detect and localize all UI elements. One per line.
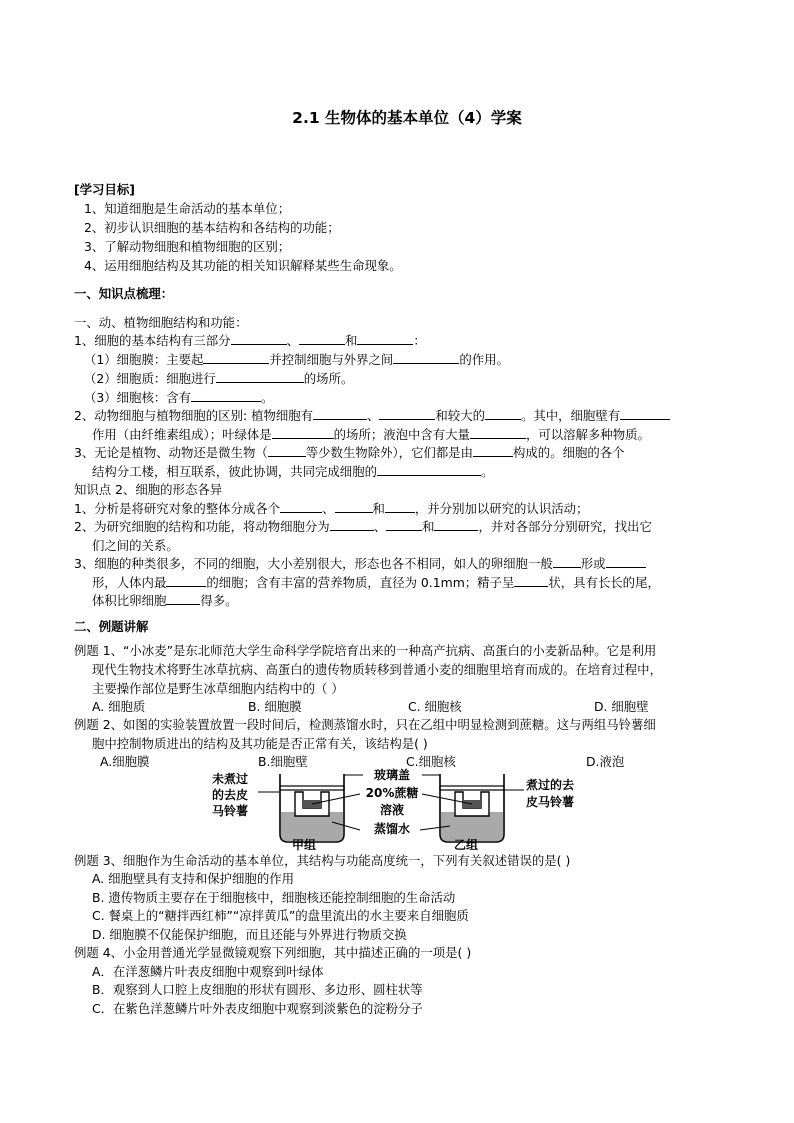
- knowledge-line: （2）细胞质：细胞进行 的场所。: [84, 371, 354, 386]
- knowledge-line: 们之间的关系。: [92, 538, 179, 553]
- knowledge-point-1: 一、动、植物细胞结构和功能：: [74, 315, 248, 330]
- question-4: 例题 4、小金用普通光学显微镜观察下列细胞，其中描述正确的一项是( ): [74, 945, 472, 960]
- answer-blank[interactable]: [606, 554, 646, 568]
- answer-blank[interactable]: [470, 425, 526, 439]
- answer-blank[interactable]: [299, 331, 345, 345]
- answer-blank[interactable]: [272, 425, 334, 439]
- option-c[interactable]: C. 细胞核: [408, 699, 462, 714]
- knowledge-line: 2、动物细胞与植物细胞的区别: 植物细胞有 、 和较大的 。其中，细胞壁有: [74, 406, 734, 425]
- goal-item: 3、了解动物细胞和植物细胞的区别；: [84, 239, 291, 254]
- glass-lid: [440, 786, 504, 790]
- option-b[interactable]: B.细胞壁: [258, 754, 308, 769]
- glass-lid: [280, 786, 344, 790]
- knowledge-line: 3、无论是植物、动物还是微生物（ 等少数生物除外），它们都是由 构成的。细胞的各个: [74, 445, 625, 460]
- answer-blank[interactable]: [335, 499, 373, 513]
- question-2: 例题 2、如图的实验装置放置一段时间后，检测蒸馏水时，只在乙组中明显检测到蔗糖。这与两组马铃薯细: [74, 717, 656, 732]
- figure-label-right: 煮过的去: [526, 778, 575, 792]
- knowledge-line: 作用（由纤维素组成）；叶绿体是 的场所；液泡中含有大量 ，可以溶解多种物质。: [92, 427, 650, 442]
- knowledge-line: 体积比卵细胞 得多。: [92, 593, 238, 608]
- question-3-option-d[interactable]: D. 细胞膜不仅能保护细胞，而且还能与外界进行物质交换: [92, 927, 407, 942]
- question-4-option-b[interactable]: B．观察到人口腔上皮细胞的形状有圆形、多边形、圆柱状等: [92, 982, 423, 997]
- answer-blank[interactable]: [434, 517, 478, 531]
- question-3-option-b[interactable]: B. 遗传物质主要存在于细胞核中，细胞核还能控制细胞的生命活动: [92, 890, 456, 905]
- question-4-option-a[interactable]: A．在洋葱鳞片叶表皮细胞中观察到叶绿体: [92, 964, 324, 979]
- answer-blank[interactable]: [166, 573, 206, 587]
- option-d[interactable]: D.液泡: [586, 754, 625, 769]
- goals-heading: [学习目标]: [74, 182, 135, 197]
- group-b-label: 乙组: [454, 838, 479, 852]
- answer-blank[interactable]: [385, 499, 415, 513]
- answer-blank[interactable]: [553, 554, 581, 568]
- label-sucrose: 20%蔗糖: [365, 786, 419, 800]
- answer-blank[interactable]: [166, 591, 200, 605]
- option-c[interactable]: C.细胞核: [406, 754, 456, 769]
- figure-label-left: 未煮过: [212, 772, 249, 786]
- answer-blank[interactable]: [377, 462, 481, 476]
- label-solution: 溶液: [379, 803, 405, 817]
- answer-blank[interactable]: [473, 443, 513, 457]
- answer-blank[interactable]: [379, 406, 435, 420]
- answer-blank[interactable]: [231, 331, 287, 345]
- knowledge-line: 3、细胞的种类很多，不同的细胞，大小差别很大，形态也各不相同，如人的卵细胞一般 形或: [74, 554, 734, 573]
- goal-item: 4、运用细胞结构及其功能的相关知识解释某些生命现象。: [84, 258, 402, 273]
- question-3-option-c[interactable]: C. 餐桌上的“糖拌西红柿”“凉拌黄瓜”的盘里流出的水主要来自细胞质: [92, 908, 469, 923]
- label-distilled-water: 蒸馏水: [373, 822, 411, 836]
- answer-blank[interactable]: [280, 499, 322, 513]
- question-1: 例题 1、“小冰麦”是东北师范大学生命科学学院培育出来的一种高产抗病、高蛋白的小麦新品种。它是利用: [74, 643, 657, 658]
- answer-blank[interactable]: [386, 517, 422, 531]
- knowledge-line: （1）细胞膜：主要起 并控制细胞与外界之间 的作用。: [84, 352, 509, 367]
- answer-blank[interactable]: [313, 406, 367, 420]
- question-1-line: 现代生物技术将野生冰草抗病、高蛋白的遗传物质转移到普通小麦的细胞里培育而成的。在培育过程中，: [92, 662, 662, 677]
- section-heading-examples: 二、例题讲解: [74, 619, 149, 634]
- knowledge-line: 1、分析是将研究对象的整体分成各个 、 和 ，并分别加以研究的认识活动；: [74, 501, 589, 516]
- answer-blank[interactable]: [330, 517, 374, 531]
- figure-label-right: 皮马铃薯: [526, 795, 575, 809]
- answer-blank[interactable]: [268, 443, 306, 457]
- knowledge-point-2: 知识点 2、细胞的形态各异: [74, 482, 223, 497]
- option-d[interactable]: D. 细胞壁: [594, 699, 649, 714]
- question-3: 例题 3、细胞作为生命活动的基本单位，其结构与功能高度统一，下列有关叙述错误的是( ): [74, 853, 571, 868]
- experiment-figure: [200, 766, 640, 856]
- option-b[interactable]: B. 细胞膜: [248, 699, 302, 714]
- figure-label-left: 马铃薯: [212, 804, 249, 818]
- answer-blank[interactable]: [357, 331, 413, 345]
- answer-blank[interactable]: [203, 350, 269, 364]
- knowledge-line: （3）细胞核：含有 。: [84, 390, 274, 405]
- option-a[interactable]: A.细胞膜: [100, 754, 150, 769]
- knowledge-line: 形，人体内最 的细胞；含有丰富的营养物质，直径为 0.1mm；精子呈 状，具有长长的尾，: [92, 575, 660, 590]
- question-4-option-c[interactable]: C．在紫色洋葱鳞片叶外表皮细胞中观察到淡紫色的淀粉分子: [92, 1001, 423, 1016]
- group-a-label: 甲组: [292, 838, 317, 852]
- label-glass-lid: 玻璃盖: [373, 768, 411, 782]
- question-2-line: 胞中控制物质进出的结构及其功能是否正常有关，该结构是( ): [92, 736, 428, 751]
- answer-blank[interactable]: [620, 406, 670, 420]
- answer-blank[interactable]: [485, 406, 521, 420]
- knowledge-line: 结构分工楼，相互联系，彼此协调，共同完成细胞的 。: [92, 464, 494, 479]
- question-3-option-a[interactable]: A. 细胞壁具有支持和保护细胞的作用: [92, 871, 294, 886]
- answer-blank[interactable]: [393, 350, 459, 364]
- knowledge-line: 1、细胞的基本结构有三部分 、 和 ：: [74, 333, 426, 348]
- goal-item: 1、知道细胞是生命活动的基本单位；: [84, 201, 291, 216]
- figure-label-left: 的去皮: [212, 788, 249, 802]
- answer-blank[interactable]: [216, 369, 304, 383]
- section-heading-knowledge: 一、知识点梳理：: [74, 286, 174, 301]
- knowledge-line: 2、为研究细胞的结构和功能，将动物细胞分为 、 和 ，并对各部分分别研究，找出它: [74, 519, 652, 534]
- answer-blank[interactable]: [514, 573, 548, 587]
- page-title: 2.1 生物体的基本单位（4）学案: [292, 109, 522, 127]
- answer-blank[interactable]: [191, 388, 261, 402]
- question-1-line: 主要操作部位是野生冰草细胞内结构中的（ ）: [92, 681, 344, 696]
- goal-item: 2、初步认识细胞的基本结构和各结构的功能；: [84, 220, 340, 235]
- option-a[interactable]: A. 细胞质: [92, 699, 146, 714]
